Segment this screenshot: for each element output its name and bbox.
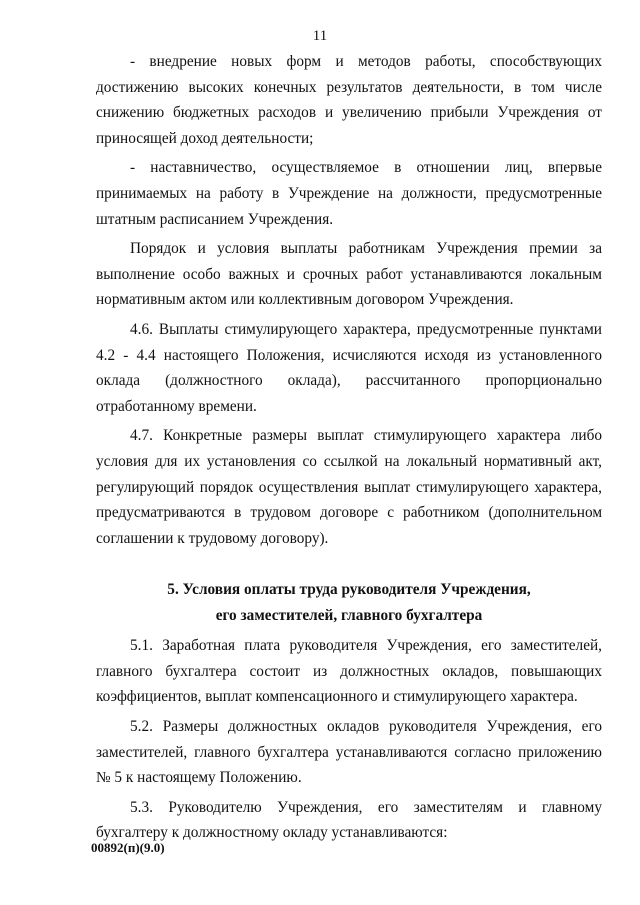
paragraph-5-3: 5.3. Руководителю Учреждения, его заместителям и главному бухгалтеру к должностному окладу устанавливаются: bbox=[96, 798, 602, 842]
bullet-new-methods: - внедрение новых форм и методов работы, способствующих достижению высоких конечных результатов деятельности, в том числе снижению бюджетных расходов и увеличению прибыли Учреждения от приносящей доход деятельности; bbox=[96, 53, 602, 147]
section-5-heading bbox=[96, 577, 602, 629]
section-5-heading-line2: его заместителей, главного бухгалтера bbox=[215, 607, 483, 625]
paragraph-bonus-procedure: Порядок и условия выплаты работникам Учреждения премии за выполнение особо важных и срочных работ устанавливаются локальным нормативным актом или коллективным договором Учреждения. bbox=[96, 240, 602, 309]
paragraph-4-7: 4.7. Конкретные размеры выплат стимулирующего характера либо условия для их установления со ссылкой на локальный нормативный акт, регулирующий порядок осуществления выплат стимулирующего характера, предусматриваются в трудовом договоре с работником (дополнительном соглашении к трудовому договору). bbox=[96, 427, 602, 547]
bullet-mentoring: - наставничество, осуществляемое в отношении лиц, впервые принимаемых на работу в Учреждение на должности, предусмотренные штатным расписанием Учреждения. bbox=[96, 159, 602, 228]
section-5-heading-line1: 5. Условия оплаты труда руководителя Учреждения, bbox=[167, 581, 531, 599]
paragraph-4-6: 4.6. Выплаты стимулирующего характера, предусмотренные пунктами 4.2 - 4.4 настоящего Положения, исчисляются исходя из установленного оклада (должностного оклада), рассчитанного пропорционально отработанному времени. bbox=[96, 320, 602, 415]
page-number: 11 bbox=[312, 28, 328, 44]
document-body bbox=[96, 49, 602, 846]
paragraph-5-1: 5.1. Заработная плата руководителя Учреждения, его заместителей, главного бухгалтера состоит из должностных окладов, повышающих коэффициентов, выплат компенсационного и стимулирующего характера. bbox=[96, 637, 602, 706]
document-code: 00892(п)(9.0) bbox=[91, 840, 165, 855]
paragraph-5-2: 5.2. Размеры должностных окладов руководителя Учреждения, его заместителей, главного бухгалтера устанавливаются согласно приложению № 5 к настоящему Положению. bbox=[96, 718, 602, 787]
